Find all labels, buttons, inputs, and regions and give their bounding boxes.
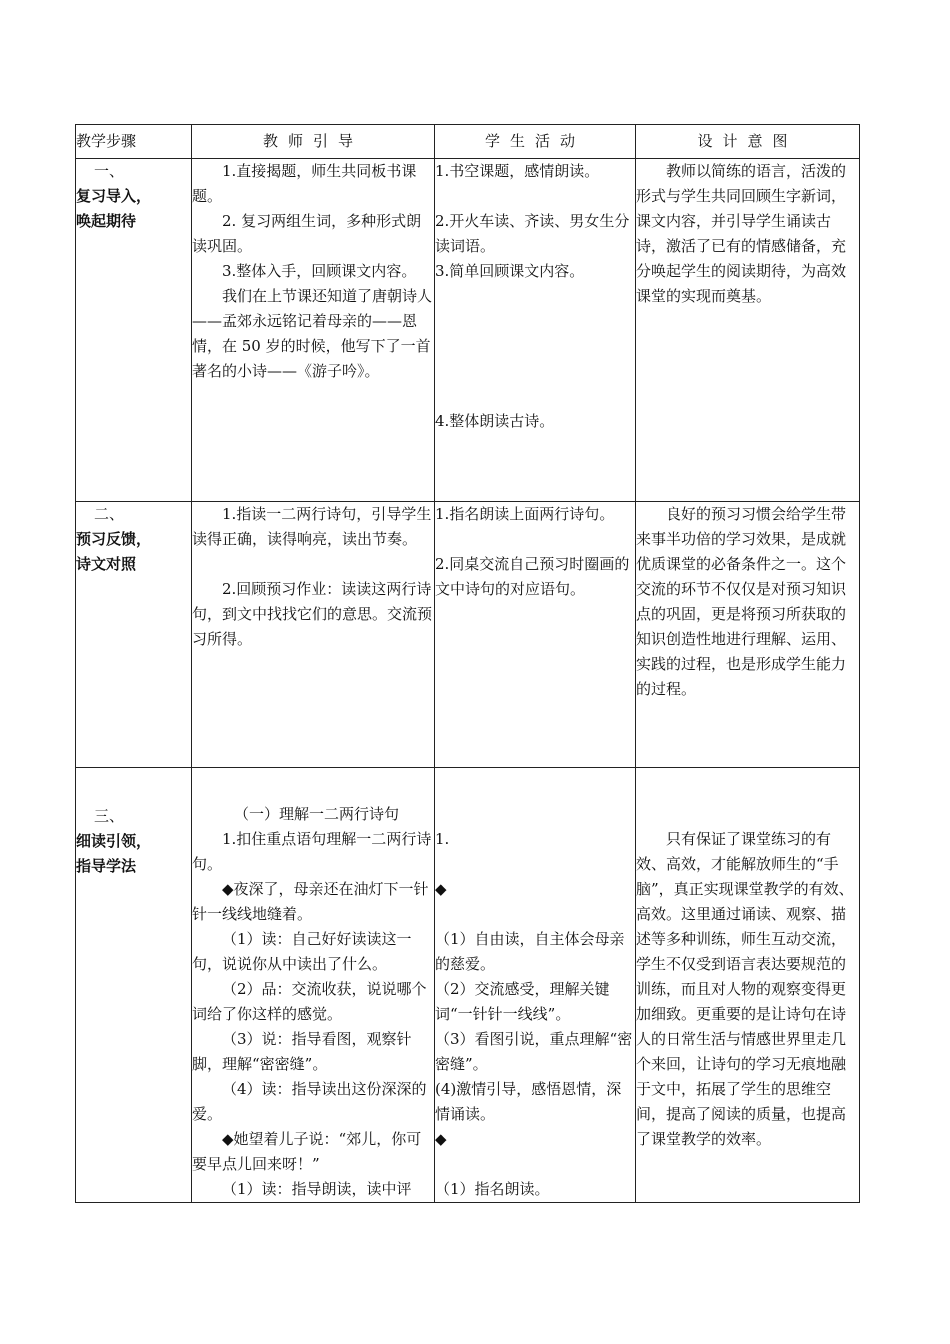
step-title-line: 诗文对照: [76, 555, 137, 573]
student-cell-2: [435, 502, 636, 768]
header-teacher: 教师引导: [192, 125, 435, 159]
teacher-line: （1）读：指导朗读，读中评: [222, 1180, 412, 1198]
teacher-cell-3: [192, 768, 435, 1203]
teacher-line: ◆她望着儿子说：“郊儿，你可要早点儿回来呀！”: [192, 1130, 422, 1173]
student-line: （3）看图引说，重点理解“密密缝”。: [435, 1030, 633, 1073]
student-line: 1.指名朗读上面两行诗句。: [435, 505, 615, 523]
header-row: [76, 125, 860, 159]
teacher-line: 我们在上节课还知道了唐朝诗人——孟郊永远铭记着母亲的——恩情，在 50 岁的时候，他写下了一首著名的小诗——《游子吟》。: [192, 287, 433, 380]
step-cell-1: [76, 159, 192, 502]
student-line: （1）自由读，自主体会母亲的慈爱。: [435, 930, 625, 973]
design-cell-2: [636, 502, 860, 768]
header-student: 学生活动: [435, 125, 636, 159]
teacher-line: （1）读：自己好好读读这一句，说说你从中读出了什么。: [192, 930, 412, 973]
student-line: 1.: [435, 830, 450, 848]
student-line: 2.开火车读、齐读、男女生分读词语。: [435, 212, 630, 255]
step-title-line: 细读引领，: [76, 832, 152, 850]
teacher-line: （3）说：指导看图，观察针脚，理解“密密缝”。: [192, 1030, 412, 1073]
teacher-line: （一）理解一二两行诗句: [234, 805, 400, 823]
step-number: 三、: [94, 807, 125, 825]
teacher-line: 2.回顾预习作业：读读这两行诗句，到文中找找它们的意思。交流预习所得。: [192, 580, 433, 648]
teacher-line: 2. 复习两组生词，多种形式朗读巩固。: [192, 212, 422, 255]
student-line: 3.简单回顾课文内容。: [435, 262, 585, 280]
header-design: 设计意图: [636, 125, 860, 159]
teacher-line: （4）读：指导读出这份深深的爱。: [192, 1080, 427, 1123]
student-line: 4.整体朗读古诗。: [435, 412, 555, 430]
student-line: (4)激情引导，感悟恩情，深情诵读。: [435, 1080, 622, 1123]
student-cell-3: [435, 768, 636, 1203]
student-cell-1: [435, 159, 636, 502]
student-line: ◆: [435, 880, 447, 898]
design-text: 只有保证了课堂练习的有效、高效，才能解放师生的“手脑”，真正实现课堂教学的有效、高效。这里通过诵读、观察、描述等多种训练，师生互动交流，学生不仅受到语言表达要规范的训练，而且对人物的观察变得更加细致。更重要的是让诗句在诗人的日常生活与情感世界里走几个来回，让诗句的学习无痕地融于文中，拓展了学生的思维空间，提高了阅读的质量，也提高了课堂教学的效率。: [636, 830, 854, 1148]
step-title-line: 唤起期待: [76, 212, 137, 230]
teacher-line: 1.直接揭题，师生共同板书课题。: [192, 162, 417, 205]
teacher-line: 1.扣住重点语句理解一二两行诗句。: [192, 830, 432, 873]
step-title-line: 指导学法: [76, 857, 137, 875]
teacher-line: ◆夜深了，母亲还在油灯下一针针一线线地缝着。: [192, 880, 429, 923]
teacher-cell-1: [192, 159, 435, 502]
step-number: 二、: [94, 505, 125, 523]
student-line: 1.书空课题，感情朗读。: [435, 162, 600, 180]
header-step: 教学步骤: [76, 125, 192, 159]
section-row-2: [76, 502, 860, 768]
design-text: 良好的预习习惯会给学生带来事半功倍的学习效果，是成就优质课堂的必备条件之一。这个交流的环节不仅仅是对预习知识点的巩固，更是将预习所获取的知识创造性地进行理解、运用、实践的过程，也是形成学生能力的过程。: [636, 505, 847, 698]
step-cell-3: [76, 768, 192, 1203]
teacher-line: 3.整体入手，回顾课文内容。: [222, 262, 417, 280]
section-row-1: [76, 159, 860, 502]
lesson-plan-table: [75, 124, 860, 1203]
teacher-cell-2: [192, 502, 435, 768]
section-row-3: [76, 768, 860, 1203]
student-line: （1）指名朗读。: [435, 1180, 550, 1198]
student-line: 2.同桌交流自己预习时圈画的文中诗句的对应语句。: [435, 555, 630, 598]
teacher-line: 1.指读一二两行诗句，引导学生读得正确，读得响亮，读出节奏。: [192, 505, 432, 548]
step-cell-2: [76, 502, 192, 768]
design-cell-3: [636, 768, 860, 1203]
step-title-line: 预习反馈，: [76, 530, 152, 548]
design-text: 教师以简练的语言，活泼的形式与学生共同回顾生字新词，课文内容，并引导学生诵读古诗，激活了已有的情感储备，充分唤起学生的阅读期待，为高效课堂的实现而奠基。: [636, 162, 847, 305]
student-line: ◆: [435, 1130, 447, 1148]
step-number: 一、: [94, 162, 125, 180]
design-cell-1: [636, 159, 860, 502]
student-line: （2）交流感受，理解关键词“一针针一线线”。: [435, 980, 610, 1023]
step-title-line: 复习导入，: [76, 187, 152, 205]
teacher-line: （2）品：交流收获，说说哪个词给了你这样的感觉。: [192, 980, 427, 1023]
